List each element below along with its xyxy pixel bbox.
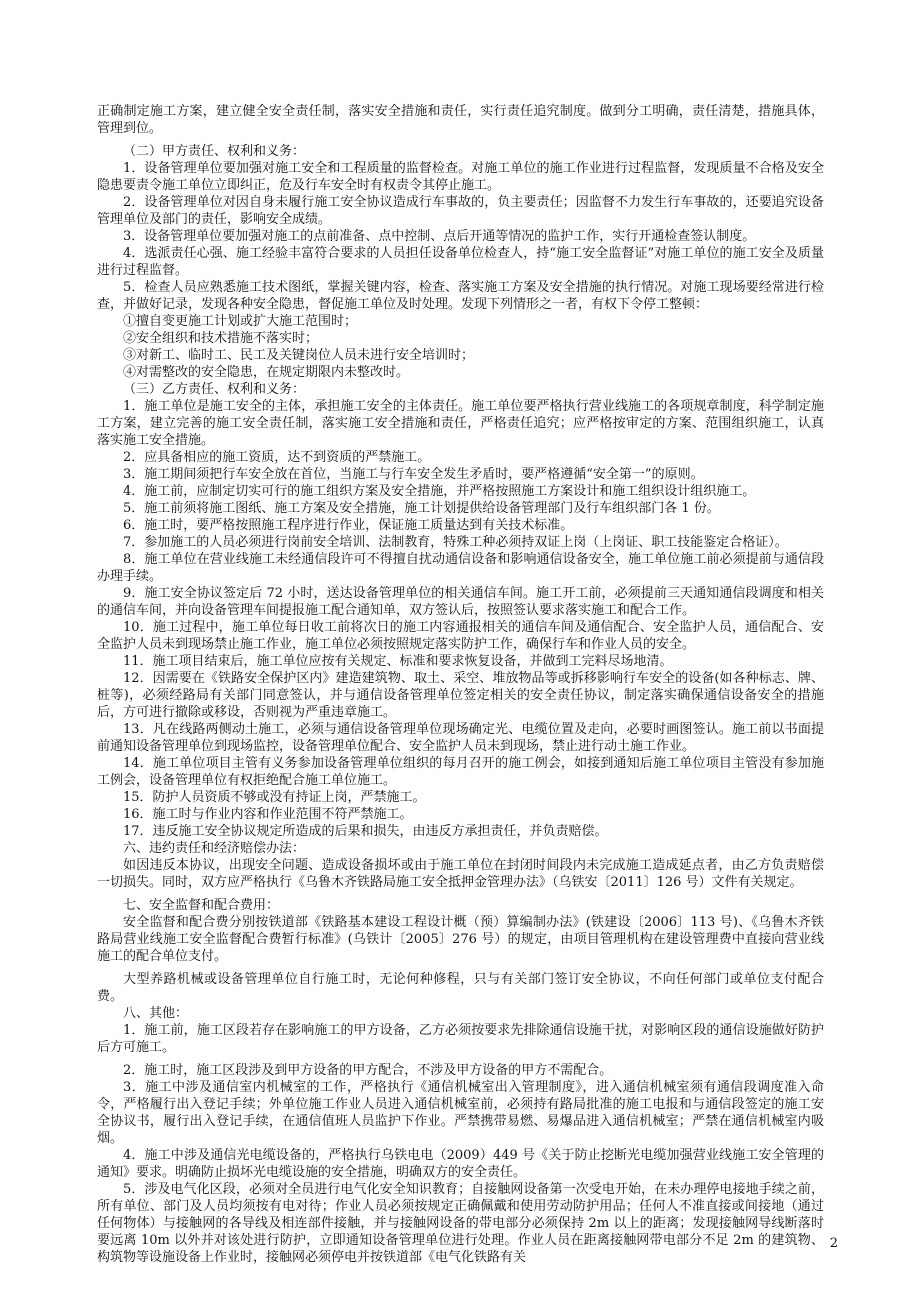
paragraph: 1．设备管理单位要加强对施工安全和工程质量的监督检查。对施工单位的施工作业进行过程监督，发现质量不合格及安全隐患要责令施工单位立即纠正，危及行车安全时有权责令其停止施工。: [97, 161, 824, 193]
paragraph: ③对新工、临时工、民工及关键岗位人员未进行安全培训时；: [123, 348, 475, 363]
paragraph: 八、其他：: [123, 1006, 189, 1021]
paragraph: 5．涉及电气化区段，必须对全员进行电气化安全知识教育；自接触网设备第一次受电开始，在未办理停电接地手续之前，所有单位、部门及人员均须按有电对待；作业人员必须按规定正确佩戴和使用劳动防护用品；任何人不准直接或间接地（通过任何物体）与接触网的各导线及相连部件接触，并与接触网设备的带电部分必须保持 2m 以上的距离；发现接触网导线断落时要远离 10m 以外并对该处进行防护，立即通知设备管理单位进行处理。作业人员在距离接触网带电部分不足 2m 的建筑物、构筑物等设施设备上作业时，接触网必须停电并按铁道部《电气化铁路有关: [97, 1182, 824, 1265]
paragraph: 11．施工项目结束后，施工单位应按有关规定、标准和要求恢复设备，并做到工完料尽场地清。: [123, 654, 673, 669]
paragraph: 3．设备管理单位要加强对施工的点前准备、点中控制、点后开通等情况的监护工作，实行开通检查签认制度。: [123, 229, 756, 244]
paragraph: 14．施工单位项目主管有义务参加设备管理单位组织的每月召开的施工例会，如接到通知后施工单位项目主管没有参加施工例会，设备管理单位有权拒绝配合施工单位施工。: [97, 756, 824, 788]
paragraph: 12．因需要在《铁路安全保护区内》建造建筑物、取土、采空、堆放物品等或拆移影响行车安全的设备(如各种标志、牌、桩等)，必须经路局有关部门同意签认，并与通信设备管理单位签定相关的安全责任协议，制定落实确保通信设备安全的措施后，方可进行撤除或移设，否则视为严重违章施工。: [97, 671, 824, 720]
paragraph: （三）乙方责任、权利和义务：: [123, 382, 306, 397]
paragraph: 15．防护人员资质不够或没有持证上岗，严禁施工。: [123, 790, 426, 805]
paragraph: （二）甲方责任、权利和义务：: [123, 144, 306, 159]
paragraph: 6．施工时，要严格按照施工程序进行作业，保证施工质量达到有关技术标准。: [123, 518, 574, 533]
paragraph: ④对需整改的安全隐患，在规定期限内未整改时。: [123, 365, 410, 380]
page-number: 2: [829, 1236, 838, 1251]
paragraph: 2．设备管理单位对因自身未履行施工安全协议造成行车事故的，负主要责任；因监督不力发生行车事故的，还要追究设备管理单位及部门的责任，影响安全成绩。: [97, 195, 824, 227]
paragraph: 1．施工单位是施工安全的主体，承担施工安全的主体责任。施工单位要严格执行营业线施工的各项规章制度，科学制定施工方案，建立完善的施工安全责任制，落实施工安全措施和责任，严格责任追究；应严格按审定的方案、范围组织施工，认真落实施工安全措施。: [97, 399, 824, 448]
document-body: [97, 103, 824, 1266]
paragraph: 2．应具备相应的施工资质，达不到资质的严禁施工。: [123, 450, 431, 465]
paragraph: 3．施工期间须把行车安全放在首位，当施工与行车安全发生矛盾时，要严格遵循“安全第一”的原则。: [123, 467, 704, 482]
paragraph: 9．施工安全协议签定后 72 小时，送达设备管理单位的相关通信车间。施工开工前，必须提前三天通知通信段调度和相关的通信车间，并向设备管理车间提报施工配合通知单，双方签认后，按照签认要求落实施工和配合工作。: [97, 586, 824, 618]
paragraph: ①擅自变更施工计划或扩大施工范围时；: [123, 314, 358, 329]
paragraph: 8．施工单位在营业线施工未经通信段许可不得擅自扰动通信设备和影响通信设备安全，施工单位施工前必须提前与通信段办理手续。: [97, 552, 824, 584]
paragraph: 4．选派责任心强、施工经验丰富符合要求的人员担任设备单位检查人，持“施工安全监督证”对施工单位的施工安全及质量进行过程监督。: [97, 246, 824, 278]
paragraph: 5．检查人员应熟悉施工技术图纸，掌握关键内容，检查、落实施工方案及安全措施的执行情况。对施工现场要经常进行检查，并做好记录，发现各种安全隐患，督促施工单位及时处理。发现下列情形之一者，有权下令停工整顿：: [97, 280, 824, 312]
paragraph: 17．违反施工安全协议规定所造成的后果和损失，由违反方承担责任，并负责赔偿。: [123, 824, 608, 839]
paragraph: 正确制定施工方案，建立健全安全责任制，落实安全措施和责任，实行责任追究制度。做到分工明确，责任清楚，措施具体，管理到位。: [97, 104, 824, 136]
paragraph: 如因违反本协议，出现安全问题、造成设备损坏或由于施工单位在封闭时间段内未完成施工造成延点者，由乙方负责赔偿一切损失。同时，双方应严格执行《乌鲁木齐铁路局施工安全抵押金管理办法》（乌铁安〔2011〕126 号）文件有关规定。: [97, 858, 824, 890]
paragraph: ②安全组织和技术措施不落实时；: [123, 331, 319, 346]
paragraph: 3．施工中涉及通信室内机械室的工作，严格执行《通信机械室出入管理制度》，进入通信机械室须有通信段调度准入命令，严格履行出入登记手续；外单位施工作业人员进入通信机械室前，必须持有路局批准的施工电报和与通信段签定的施工安全协议书，履行出入登记手续，在通信值班人员监护下作业。严禁携带易燃、易爆品进入通信机械室；严禁在通信机械室内吸烟。: [97, 1080, 824, 1146]
paragraph: 大型养路机械或设备管理单位自行施工时，无论何种修程，只与有关部门签订安全协议，不向任何部门或单位支付配合费。: [97, 972, 824, 1004]
paragraph: 六、违约责任和经济赔偿办法：: [123, 841, 306, 856]
paragraph: 4．施工中涉及通信光电缆设备的，严格执行乌铁电电（2009）449 号《关于防止挖断光电缆加强营业线施工安全管理的通知》要求。明确防止损坏光电缆设施的安全措施，明确双方的安全责任。: [97, 1148, 824, 1180]
paragraph: 16．施工时与作业内容和作业范围不符严禁施工。: [123, 807, 413, 822]
paragraph: 5．施工前须将施工图纸、施工方案及安全措施，施工计划提供给设备管理部门及行车组织部门各 1 份。: [123, 501, 720, 516]
paragraph: 安全监督和配合费分别按铁道部《铁路基本建设工程设计概（预）算编制办法》(铁建设〔2006〕113 号)、《乌鲁木齐铁路局营业线施工安全监督配合费暂行标准》(乌铁计〔2005〕276 号）的规定，由项目管理机构在建设管理费中直接向营业线施工的配合单位支付。: [97, 915, 824, 964]
paragraph: 1．施工前，施工区段若存在影响施工的甲方设备，乙方必须按要求先排除通信设施干扰，对影响区段的通信设施做好防护后方可施工。: [97, 1023, 824, 1055]
paragraph: 13．凡在线路两侧动土施工，必须与通信设备管理单位现场确定光、电缆位置及走向，必要时画图签认。施工前以书面提前通知设备管理单位到现场监控，设备管理单位配合、安全监护人员未到现场，禁止进行动土施工作业。: [97, 722, 824, 754]
paragraph: 7．参加施工的人员必须进行岗前安全培训、法制教育，特殊工种必须持双证上岗（上岗证、职工技能鉴定合格证）。: [123, 535, 788, 550]
paragraph: 4．施工前，应制定切实可行的施工组织方案及安全措施，并严格按照施工方案设计和施工组织设计组织施工。: [123, 484, 756, 499]
paragraph: 10．施工过程中，施工单位每日收工前将次日的施工内容通报相关的通信车间及通信配合、安全监护人员，通信配合、安全监护人员未到现场禁止施工作业，施工单位必须按照规定落实防护工作，确保行车和作业人员的安全。: [97, 620, 824, 652]
paragraph: 七、安全监督和配合费用：: [123, 898, 280, 913]
paragraph: 2．施工时，施工区段涉及到甲方设备的甲方配合，不涉及甲方设备的甲方不需配合。: [123, 1063, 613, 1078]
